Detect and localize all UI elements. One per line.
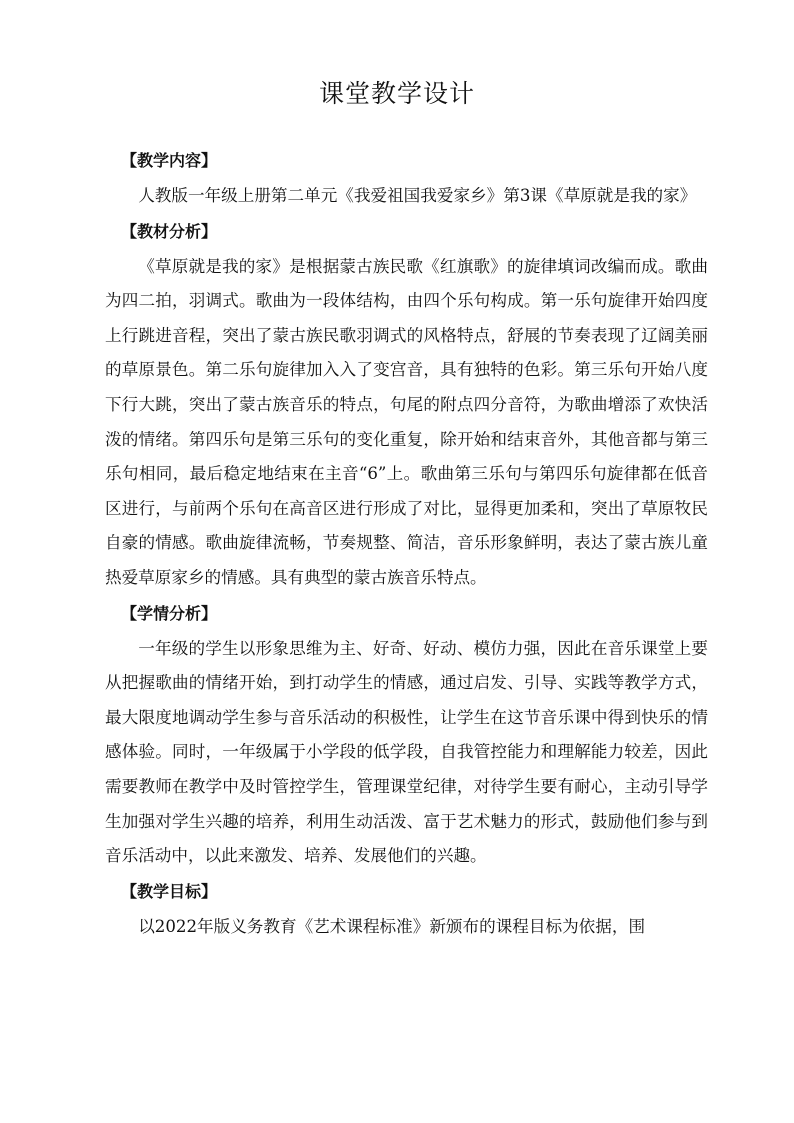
section-paragraph: 以2022年版义务教育《艺术课程标准》新颁布的课程目标为依据，围 [138,916,646,936]
page-title: 课堂教学设计 [318,79,475,108]
section-teaching-content [105,143,708,214]
section-heading: 【教学内容】 [121,151,218,170]
section-teaching-goals [105,874,708,945]
section-heading: 【教材分析】 [121,221,218,241]
section-paragraph: 《草原就是我的家》是根据蒙古族民歌《红旗歌》的旋律填词改编而成。歌曲为四二拍，羽调式。歌曲为一段体结构，由四个乐句构成。第一乐句旋律开始四度上行跳进音程，突出了蒙古族民歌羽调式的风格特点，舒展的节奏表现了辽阔美丽的草原景色。第二乐句旋律加入入了变宫音，具有独特的色彩。第三乐句开始八度下行大跳，突出了蒙古族音乐的特点，句尾的附点四分音符，为歌曲增添了欢快活泼的情绪。第四乐句是第三乐句的变化重复，除开始和结束音外，其他音都与第三乐句相同，最后稳定地结束在主音“6”上。歌曲第三乐句与第四乐句旋律都在低音区进行，与前两个乐句在高音区进行形成了对比，显得更加柔和，突出了草原牧民自豪的情感。歌曲旋律流畅，节奏规整、简洁，音乐形象鲜明，表达了蒙古族儿童热爱草原家乡的情感。具有典型的蒙古族音乐特点。 [105,256,708,587]
section-paragraph: 人教版一年级上册第二单元《我爱祖国我爱家乡》第3课《草原就是我的家》 [138,186,697,205]
section-heading: 【学情分析】 [121,603,218,623]
section-student-analysis [105,596,708,874]
document-body [105,143,708,944]
section-heading: 【教学目标】 [121,881,218,901]
section-material-analysis [105,214,708,596]
section-paragraph: 一年级的学生以形象思维为主、好奇、好动、模仿力强，因此在音乐课堂上要从把握歌曲的情绪开始，到打动学生的情感，通过启发、引导、实践等教学方式，最大限度地调动学生参与音乐活动的积极性，让学生在这节音乐课中得到快乐的情感体验。同时，一年级属于小学段的低学段，自我管控能力和理解能力较差，因此需要教师在教学中及时管控学生，管理课堂纪律，对待学生要有耐心，主动引导学生加强对学生兴趣的培养，利用生动活泼、富于艺术魅力的形式，鼓励他们参与到音乐活动中，以此来激发、培养、发展他们的兴趣。 [105,638,708,866]
